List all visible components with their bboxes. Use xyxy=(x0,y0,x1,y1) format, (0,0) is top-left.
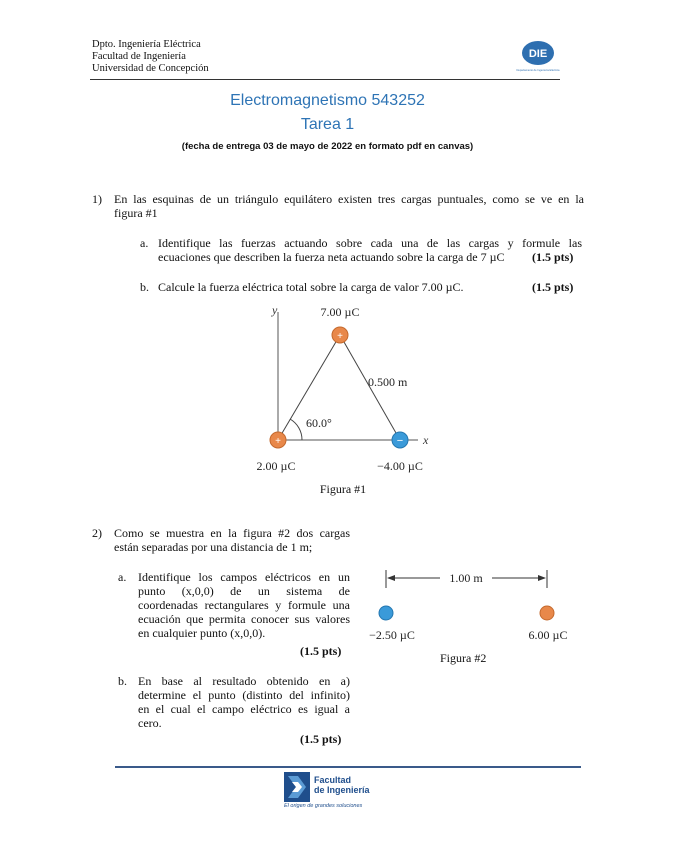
figure-2-caption: Figura #2 xyxy=(440,651,487,665)
die-logo xyxy=(514,37,562,79)
faculty-slogan: El origen de grandes soluciones xyxy=(284,803,363,809)
figure-1 xyxy=(240,300,450,480)
y-axis-label: y xyxy=(272,303,278,317)
q2a-line: coordenadas rectangulares y formule una xyxy=(138,598,350,612)
q1-text-line2: figura #1 xyxy=(114,206,158,220)
q2b-line: determine el punto (distinto del infinito) xyxy=(138,688,350,702)
document-header xyxy=(92,39,209,75)
side-length-label: 0.500 m xyxy=(368,375,408,389)
q2-number: 2) xyxy=(92,526,102,540)
left-charge-label: −2.50 µC xyxy=(369,628,415,642)
faculty-logo-mark xyxy=(284,772,310,802)
q2a-line: ecuación que permita conocer sus valores xyxy=(138,612,350,626)
q2a-points: (1.5 pts) xyxy=(300,644,342,658)
q2b-line: en el cual el campo eléctrico es igual a xyxy=(138,702,350,716)
q2b-label: b. xyxy=(118,674,127,688)
charge-right-positive xyxy=(540,606,554,620)
q1a-label: a. xyxy=(140,236,149,250)
q1-text-line1: En las esquinas de un triángulo equilátero existen tres cargas puntuales, como se ve en la xyxy=(114,192,584,206)
due-date: (fecha de entrega 03 de mayo de 2022 en formato pdf en canvas) xyxy=(181,141,474,152)
dim-arrow-right xyxy=(538,575,546,581)
angle-label: 60.0° xyxy=(306,416,332,430)
die-logo-text: DIE xyxy=(528,48,548,60)
q1a-line2: ecuaciones que describen la fuerza neta actuando sobre la carga de 7 µC xyxy=(158,250,505,264)
distance-label: 1.00 m xyxy=(449,571,483,585)
q2b-points: (1.5 pts) xyxy=(300,732,342,746)
faculty-logo-text xyxy=(314,775,370,795)
x-axis-label: x xyxy=(423,433,429,447)
header-university: Universidad de Concepción xyxy=(92,63,209,74)
q1a-points: (1.5 pts) xyxy=(532,250,574,264)
right-charge-label: −4.00 µC xyxy=(377,459,423,473)
dim-arrow-left xyxy=(387,575,395,581)
figure-2 xyxy=(369,566,572,646)
q1b-points: (1.5 pts) xyxy=(532,280,574,294)
figure-1-caption: Figura #1 xyxy=(319,482,367,496)
header-divider xyxy=(90,79,560,80)
faculty-logo-line1: Facultad xyxy=(314,775,352,785)
charge-left-negative xyxy=(379,606,393,620)
charge-left-sign: + xyxy=(275,436,281,447)
charge-right-sign: − xyxy=(396,435,404,447)
q2a-line: en cualquier punto (x,0,0). xyxy=(138,626,266,640)
charge-top-sign: + xyxy=(337,331,343,342)
q2-intro-line1: Como se muestra en la figura #2 dos cargas xyxy=(114,526,350,540)
assignment-title: Tarea 1 xyxy=(300,116,355,133)
q2-intro-line2: están separadas por una distancia de 1 m; xyxy=(114,540,313,554)
footer-divider xyxy=(115,766,581,768)
q2a-label: a. xyxy=(118,570,127,584)
faculty-logo-line2: de Ingeniería xyxy=(314,785,370,795)
q2a-line: punto (x,0,0) de un sistema de xyxy=(138,584,350,598)
header-dept: Dpto. Ingeniería Eléctrica xyxy=(92,39,201,50)
left-charge-label: 2.00 µC xyxy=(256,459,296,473)
course-title: Electromagnetismo 543252 xyxy=(230,92,425,109)
q1b-text: Calcule la fuerza eléctrica total sobre la carga de valor 7.00 µC. xyxy=(158,280,464,294)
top-charge-label: 7.00 µC xyxy=(320,305,360,319)
right-charge-label: 6.00 µC xyxy=(528,628,568,642)
header-faculty: Facultad de Ingeniería xyxy=(92,51,186,62)
q1b-label: b. xyxy=(140,280,149,294)
q1a-line1: Identifique las fuerzas actuando sobre cada una de las cargas y formule las xyxy=(158,236,582,250)
angle-arc xyxy=(290,419,302,440)
q2b-text xyxy=(138,674,350,730)
q1-number: 1) xyxy=(92,192,102,206)
q2b-line: cero. xyxy=(138,716,162,730)
q2b-line: En base al resultado obtenido en a) xyxy=(138,674,350,688)
q2a-text xyxy=(138,570,350,640)
die-logo-sub: Departamento de Ingeniería Eléctrica xyxy=(516,69,560,72)
q2a-line: Identifique los campos eléctricos en un xyxy=(138,570,350,584)
